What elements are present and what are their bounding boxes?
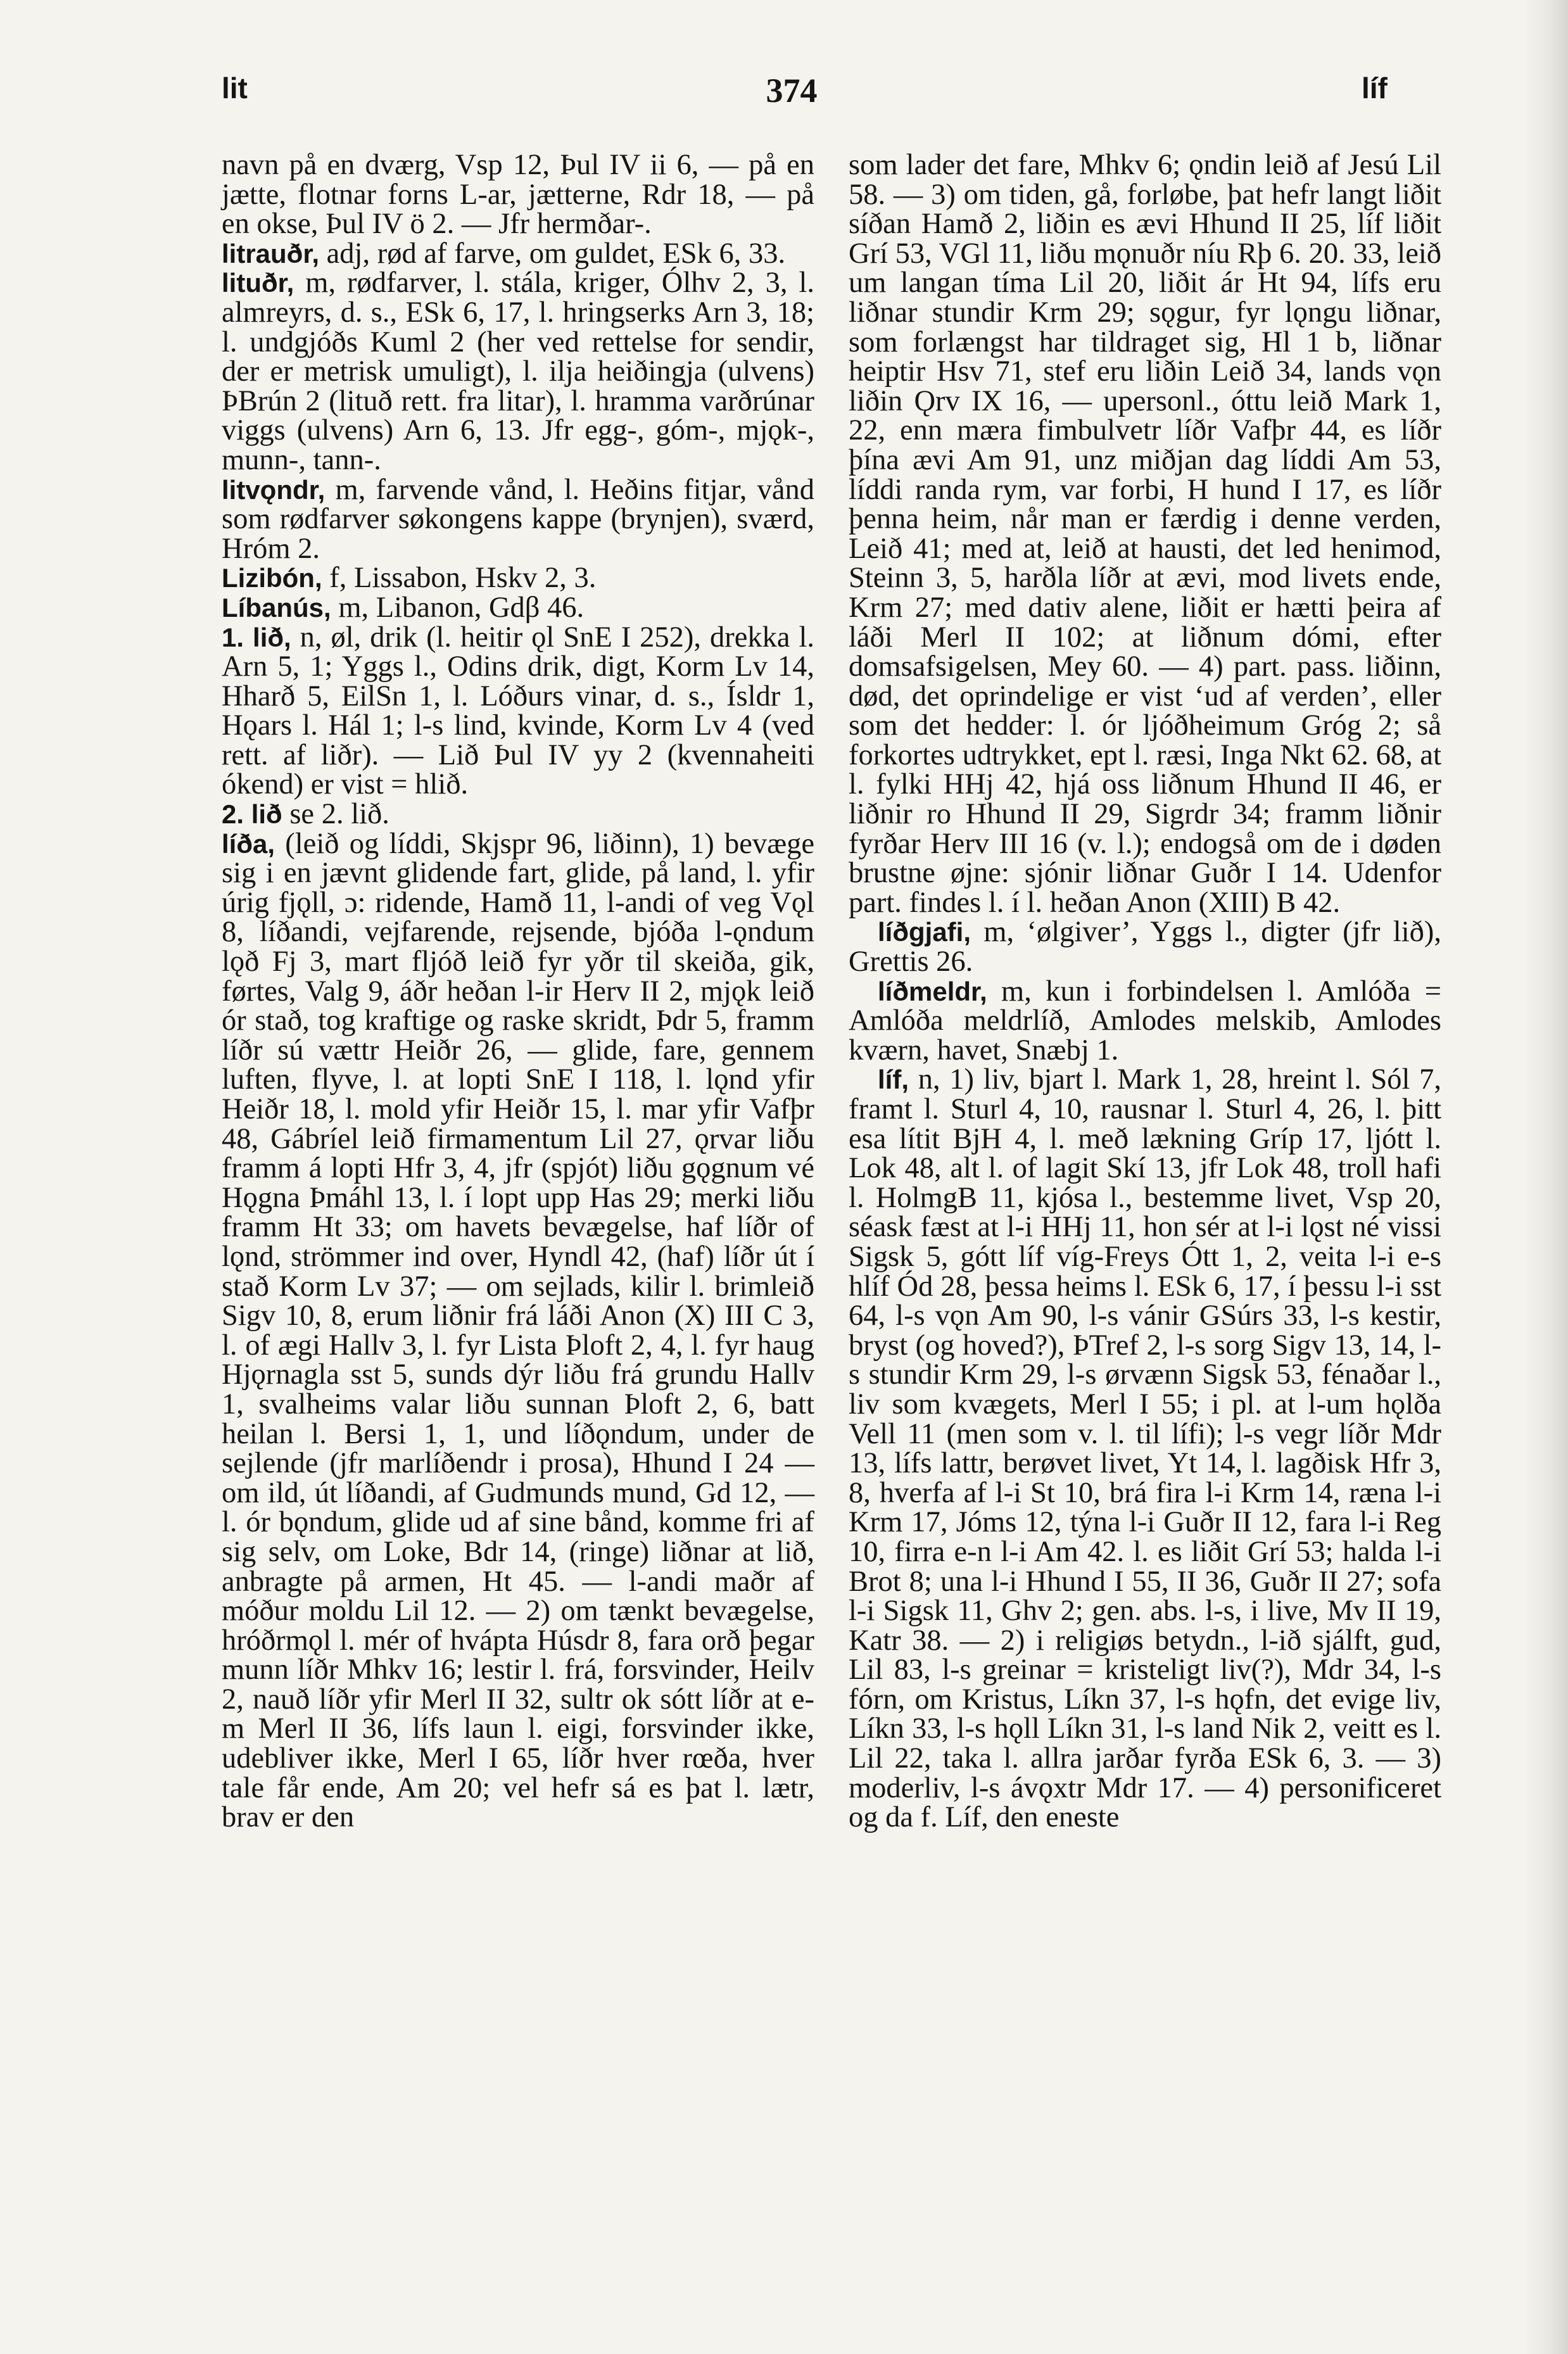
entry-text: som lader det fare, Mhkv 6; ǫndin leið af Jesú Lil 58. — 3) om tiden, gå, forløbe, þat hefr langt liðit síðan Hamð 2, liðin es ævi Hhund II 25, líf liðit Grí 53, VGl 11, liðu mǫnuðr níu Rþ 6. 20. 33, leið um langan tíma Lil 20, liðit ár Ht 94, lífs eru liðnar stundir Krm 29; sǫgur, fyr lǫngu liðnar, som forlængst har tildraget sig, Hl 1 b, liðnar heiptir Hsv 71, stef eru liðin Leið 34, lands vǫn liðin Ǫrv IX 16, — upersonl., óttu leið Mark 1, 22, enn mæra fimbulvetr líðr Vafþr 44, es líðr þína ævi Am 91, unz miðjan dag líddi Am 53, líddi randa rym, var forbi, H hund I 17, es líðr þenna heim, når man er færdig i denne verden, Leið 41; med at, leið at hausti, det led henimod, Steinn 3, 5, harðla líðr at ævi, mod livets ende, Krm 27; med dativ alene, liðit er hætti þeira af láði Merl II 102; at liðnum dómi, efter domsafsigelsen, Mey 60. — 4) part. pass. liðinn, død, det oprindelige er vist ‘ud af verden’, eller som det hedder: l. ór ljóðheimum Gróg 2; så forkortes udtrykket, ept l. ræsi, Inga Nkt 62. 68, at l. fylki HHj 42, hjá oss liðnum Hhund II 46, er liðnir ro Hhund II 29, Sigrdr 34; framm liðnir fyrðar Herv III 16 (v. l.); endogså om de i døden brustne øjne: sjónir liðnar Guðr I 14. Udenfor part. findes l. í l. heðan Anon (XIII) B 42. — [849, 149, 1441, 919]
entry — [222, 827, 814, 1834]
entry-text: m, rødfarver, l. stála, kriger, Ólhv 2, 3, l. almreyrs, d. s., ESk 6, 17, l. hringserks Arn 3, 18; l. undgjóðs Kuml 2 (her ved rettelse for sendir, der er metrisk umuligt), l. ilja heiðingja (ulvens) ÞBrún 2 (lituð rett. fra litar), l. hramma varðrúnar viggs (ulvens) Arn 6, 13. Jfr egg-, góm-, mjǫk-, munn-, tann-. — [222, 267, 814, 476]
entry-text: adj, rød af farve, om guldet, ESk 6, 33. — [319, 237, 786, 270]
entry-text: m, kun i forbindelsen l. Amlóða = Amlóða meldrlíð, Amlodes melskib, Amlodes kværn, havet, Snæbj 1. — [849, 975, 1441, 1066]
entry — [849, 918, 1441, 977]
right-column — [849, 151, 1441, 1833]
entry — [222, 269, 814, 475]
entry-text: n, 1) liv, bjart l. Mark 1, 28, hreint l. Sól 7, framt l. Sturl 4, 10, rausnar l. Sturl 4, 26, l. þitt esa lítit BjH 4, l. með lækning Gríp 17, ljótt l. Lok 48, alt l. of lagit Skí 13, jfr Lok 48, troll hafi l. HolmgB 11, kjósa l., bestemme livet, Vsp 20, séask fæst at l-i HHj 11, hon sér at l-i lǫst né vissi Sigsk 5, gótt líf víg-Freys Ótt 1, 2, veita l-i e-s hlíf Ód 28, þessa heims l. ESk 6, 17, í þessu l-i sst 64, l-s vǫn Am 90, l-s vánir GSúrs 33, l-s kestir, bryst (og hoved?), ÞTref 2, l-s sorg Sigv 13, 14, l-s stundir Krm 29, l-s ørvænn Sigsk 53, fénaðar l., liv som kvægets, Merl I 55; i pl. at l-um hǫlða Vell 11 (men som v. l. til lífi); l-s vegr líðr Mdr 13, lífs lattr, berøvet livet, Yt 14, l. lagðisk Hfr 3, 8, hverfa af l-i St 10, brá fira l-i Krm 14, ræna l-i Krm 17, Jóms 12, týna l-i Guðr II 12, fara l-i Reg 10, firra e-n l-i Am 42. l. es liðit Grí 53; halda l-i Brot 8; una l-i Hhund I 55, II 36, Guðr II 27; sofa l-i Sigsk 11, Ghv 2; gen. abs. l-s, i live, Mv II 19, Katr 38. — 2) i religiøs betydn., l-ið sjálft, gud, Lil 83, l-s greinar = kristeligt liv(?), Mdr 34, l-s fórn, om Kristus, Líkn 37, l-s hǫfn, det evige liv, Líkn 33, l-s hǫll Líkn 31, l-s land Nik 2, veitt es l. Lil 22, taka l. allra jarðar fyrða ESk 6, 3. — 3) moderliv, l-s ávǫxtr Mdr 17. — 4) personificeret og da f. Líf, den eneste — [849, 1063, 1441, 1834]
page-number: 374 — [766, 72, 818, 110]
entry-continuation — [849, 151, 1441, 918]
entry — [849, 1065, 1441, 1832]
left-column — [222, 151, 814, 1833]
headword: Lizibón, — [222, 563, 322, 593]
entry-text: n, øl, drik (l. heitir ǫl SnE I 252), drekka l. Arn 5, 1; Yggs l., Odins drik, digt, Korm Lv 14, Hharð 5, EilSn 1, l. Lóðurs vinar, d. s., Ísldr 1, Hǫars l. Hál 1; l-s lind, kvinde, Korm Lv 4 (ved rett. af liðr). — Lið Þul IV yy 2 (kvennaheiti ókend) er vist = hlið. — [222, 621, 814, 801]
headword: líðmeldr, — [878, 976, 987, 1006]
entry — [222, 239, 814, 269]
entry — [222, 473, 814, 565]
scan-edge-shadow — [1524, 0, 1568, 2354]
headword: lituðr, — [222, 268, 294, 298]
entry-continuation — [222, 151, 814, 239]
entry-text: navn på en dværg, Vsp 12, Þul IV ii 6, — på en jætte, flotnar forns L-ar, jætterne, Rdr 18, — på en okse, Þul IV ö 2. — Jfr hermðar-. — [222, 149, 814, 241]
entry — [849, 977, 1441, 1066]
entry-text: f, Lissabon, Hskv 2, 3. — [322, 562, 597, 595]
running-head — [0, 71, 1568, 115]
headword: líf, — [878, 1065, 909, 1095]
entry-text: m, farvende vånd, l. Heðins fitjar, vånd som rødfarver søkongens kappe (brynjen), sværd, Hróm 2. — [222, 473, 814, 565]
headword: Líbanús, — [222, 592, 331, 623]
entry — [222, 593, 814, 623]
entry-text: m, ‘ølgiver’, Yggs l., digter (jfr lið), Grettis 26. — [849, 916, 1441, 978]
entry — [222, 564, 814, 593]
entry-text: se 2. lið. — [282, 798, 389, 831]
entry — [222, 623, 814, 800]
entry-text: (leið og líddi, Skjspr 96, liðinn), 1) bevæge sig i en jævnt glidende fart, glide, på land, l. yfir úrig fjǫll, ɔ: ridende, Hamð 11, l-andi of veg Vǫl 8, líðandi, vejfarende, rejsende, bjóða l-ǫndum lǫð Fj 3, mart fljóð leið fyr yðr til skeiða, gik, førtes, Valg 9, áðr heðan l-ir Herv II 2, mjǫk leið ór stað, tog kraftige og raske skridt, Þdr 5, framm líðr sú vættr Heiðr 26, — glide, fare, gennem luften, flyve, l. at lopti SnE I 118, l. lǫnd yfir Heiðr 18, l. mold yfir Heiðr 15, l. mar yfir Vafþr 48, Gábríel leið firmamentum Lil 27, ǫrvar liðu framm á lopti Hfr 3, 4, jfr (spjót) liðu gǫgnum vé Hǫgna Þmáhl 13, l. í lopt upp Has 29; merki liðu framm Ht 33; om havets bevægelse, haf líðr of lǫnd, strömmer ind over, Hyndl 42, (haf) líðr út í stað Korm Lv 37; — om sejlads, kilir l. brimleið Sigv 10, 8, erum liðnir frá láði Anon (X) III C 3, l. of ægi Hallv 3, l. fyr Lista Þloft 2, 4, l. fyr haug Hjǫrnagla sst 5, sunds dýr liðu frá grundu Hallv 1, svalheims valar liðu sunnan Þloft 2, 6, batt heilan l. Bersi 1, 1, und líðǫndum, under de sejlende (jfr marlíðendr i prosa), Hhund I 24 — om ild, út líðandi, af Gudmunds mund, Gd 12, — l. ór bǫndum, glide ud af sine bånd, komme fri af sig selv, om Loke, Bdr 14, (ringe) liðnar at lið, anbragte på armen, Ht 45. — l-andi maðr af móður moldu Lil 12. — 2) om tænkt bevægelse, hróðrmǫl l. mér of hvápta Húsdr 8, fara orð þegar munn líðr Mhkv 16; lestir l. frá, forsvinder, Heilv 2, nauð líðr yfir Merl II 32, sultr ok sótt líðr at e-m Merl II 36, lífs laun l. eigi, forsvinder ikke, udebliver ikke, Merl I 65, líðr hver rœða, hver tale får ende, Am 20; vel hefr sá es þat l. lætr, brav er den — [222, 827, 814, 1834]
right-catchword: líf — [1362, 72, 1388, 104]
headword: líðgjafi, — [878, 917, 971, 947]
headword: litvǫndr, — [222, 474, 326, 505]
headword: líða, — [222, 828, 275, 859]
headword: 1. lið, — [222, 622, 291, 652]
entry-text: m, Libanon, Gdβ 46. — [331, 591, 585, 624]
left-catchword: lit — [222, 72, 248, 104]
headword: litrauðr, — [222, 238, 320, 269]
headword: 2. lið — [222, 799, 282, 830]
entry — [222, 800, 814, 830]
